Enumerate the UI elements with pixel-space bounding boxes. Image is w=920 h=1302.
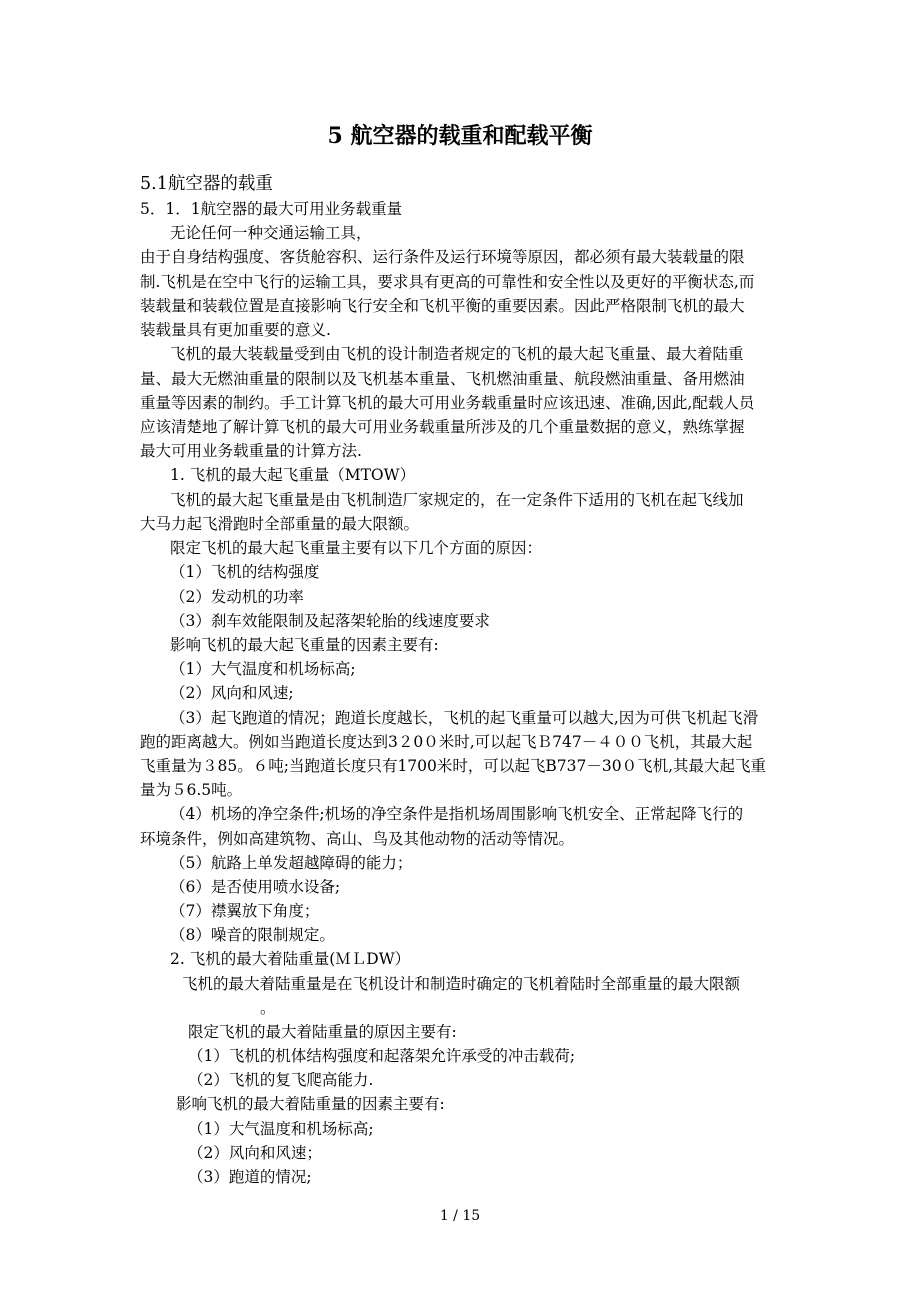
paragraph-line: 最大可用业务载重量的计算方法. — [140, 442, 362, 460]
paragraph-line: 重量等因素的制约。手工计算飞机的最大可用业务载重量时应该迅速、准确,因此,配载人员 — [140, 394, 755, 412]
mtow-factor-item: （3）起飞跑道的情况；跑道长度越长，飞机的起飞重量可以越大,因为可供飞机起飞滑 — [170, 709, 759, 727]
mldw-factors-intro: 影响飞机的最大着陆重量的因素主要有: — [176, 1095, 445, 1113]
mldw-factor-item: （2）风向和风速； — [188, 1144, 322, 1162]
mtow-definition-line: 大马力起飞滑跑时全部重量的最大限额。 — [140, 515, 420, 533]
mtow-factor-item: （6）是否使用喷水设备; — [170, 878, 341, 896]
mtow-factor-item: 跑的距离越大。例如当跑道长度达到3２0０米时,可以起飞Ｂ747－４００飞机，其最大起 — [140, 733, 753, 751]
mtow-factor-item: （1）大气温度和机场标高; — [170, 660, 356, 678]
page-number: 1 / 15 — [439, 1208, 481, 1224]
mldw-reasons-intro: 限定飞机的最大着陆重量的原因主要有: — [188, 1023, 457, 1041]
mtow-factor-item: （5）航路上单发超越障碍的能力； — [170, 854, 413, 872]
intro-line: 无论任何一种交通运输工具， — [170, 224, 372, 242]
mtow-reasons-intro: 限定飞机的最大起飞重量主要有以下几个方面的原因： — [170, 539, 543, 557]
mldw-heading: 2. 飞机的最大着陆重量(ＭＬDW） — [170, 950, 411, 968]
mldw-factor-item: （1）大气温度和机场标高; — [188, 1120, 374, 1138]
intro-line: 由于自身结构强度、客货舱容积、运行条件及运行环境等原因，都必须有最大装载量的限 — [140, 248, 745, 266]
mtow-heading: 1. 飞机的最大起飞重量（MTOW） — [170, 466, 416, 484]
mtow-factor-item: （2）风向和风速; — [170, 684, 294, 702]
mldw-reason-item: （1）飞机的机体结构强度和起落架允许承受的冲击载荷; — [188, 1047, 576, 1065]
mtow-reason-item: （3）刹车效能限制及起落架轮胎的线速度要求 — [170, 612, 490, 630]
paragraph-line: 量、最大无燃油重量的限制以及飞机基本重量、飞机燃油重量、航段燃油重量、备用燃油 — [140, 370, 745, 388]
mtow-factor-item: 飞重量为３85。６吨;当跑道长度只有1700米时，可以起飞B737－30０飞机,其最大起飞重 — [140, 757, 767, 775]
section-heading: 5.1航空器的载重 — [140, 174, 273, 194]
paragraph-line: 应该清楚地了解计算飞机的最大可用业务载重量所涉及的几个重量数据的意义，熟练掌握 — [140, 418, 745, 436]
mtow-reason-item: （1）飞机的结构强度 — [170, 563, 320, 581]
intro-line: 装载量具有更加重要的意义. — [140, 321, 331, 339]
document-title: 5 航空器的载重和配载平衡 — [327, 123, 593, 149]
mtow-definition-line: 飞机的最大起飞重量是由飞机制造厂家规定的，在一定条件下适用的飞机在起飞线加 — [170, 491, 744, 509]
mtow-reason-item: （2）发动机的功率 — [170, 588, 304, 606]
subsection-heading: 5．1．1航空器的最大可用业务载重量 — [140, 200, 403, 218]
mldw-factor-item: （3）跑道的情况; — [188, 1168, 312, 1186]
paragraph-line: 飞机的最大装载量受到由飞机的设计制造者规定的飞机的最大起飞重量、最大着陆重 — [170, 345, 744, 363]
mldw-reason-item: （2）飞机的复飞爬高能力. — [188, 1071, 374, 1089]
mtow-factors-intro: 影响飞机的最大起飞重量的因素主要有: — [170, 636, 439, 654]
mtow-factor-item: （4）机场的净空条件;机场的净空条件是指机场周围影响飞机安全、正常起降飞行的 — [170, 805, 744, 823]
intro-line: 制.飞机是在空中飞行的运输工具，要求具有更高的可靠性和安全性以及更好的平衡状态,而 — [140, 273, 755, 291]
mldw-definition-line: 。 — [260, 999, 276, 1017]
mtow-factor-item: （7）襟翼放下角度； — [170, 902, 320, 920]
mtow-factor-item: 环境条件，例如高建筑物、高山、鸟及其他动物的活动等情况。 — [140, 830, 575, 848]
mtow-factor-item: （8）噪音的限制规定。 — [170, 926, 335, 944]
intro-line: 装载量和装载位置是直接影响飞行安全和飞机平衡的重要因素。因此严格限制飞机的最大 — [140, 297, 745, 315]
mtow-factor-item: 量为５6.5吨。 — [140, 781, 243, 799]
mldw-definition-line: 飞机的最大着陆重量是在飞机设计和制造时确定的飞机着陆时全部重量的最大限额 — [182, 975, 741, 993]
